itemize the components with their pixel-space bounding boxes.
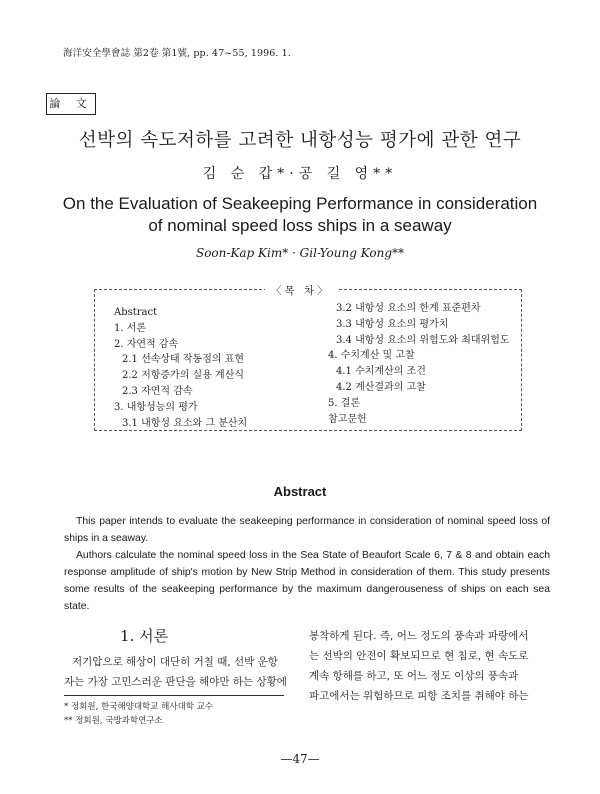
body-line: 자는 가장 고민스러운 판단을 해야만 하는 상황에 bbox=[64, 676, 287, 688]
toc-right-column bbox=[328, 301, 510, 427]
title-english-line: On the Evaluation of Seakeeping Performance in consideration bbox=[62, 194, 538, 213]
authors-english: Soon-Kap Kim* · Gil-Young Kong** bbox=[195, 246, 405, 260]
abstract-paragraph: Authors calculate the nominal speed loss in the Sea State of Beaufort Scale 6, 7 & 8 and obtain each response amplitude of ship's motion by New Strip Method in consideration of them. This study presents some results of the seakeeping performance by the maximum dangerouseness of ships on each sea state. bbox=[64, 550, 550, 612]
body-line: 는 선박의 안전이 확보되므로 현 침로, 현 속도로 bbox=[309, 650, 529, 662]
body-right-column bbox=[309, 626, 529, 706]
title-english-line: of nominal speed loss ships in a seaway bbox=[148, 216, 452, 235]
toc-item: 4.1 수치계산의 조건 bbox=[336, 366, 426, 378]
abstract-paragraph: This paper intends to evaluate the seakeeping performance in consideration of nominal speed loss of ships in a seaway. bbox=[64, 516, 550, 544]
title-english bbox=[0, 193, 600, 237]
toc-item: 1. 서론 bbox=[114, 322, 147, 334]
abstract-heading: Abstract bbox=[273, 484, 327, 499]
toc-item: 3.3 내항성 요소의 평가치 bbox=[336, 318, 449, 330]
footnote: * 정회원, 한국해양대학교 해사대학 교수 bbox=[64, 702, 214, 712]
toc-item: 4. 수치계산 및 고찰 bbox=[328, 350, 415, 362]
article-type-tag: 論 文 bbox=[46, 93, 96, 115]
title-korean: 선박의 속도저하를 고려한 내항성능 평가에 관한 연구 bbox=[78, 130, 522, 151]
page-number: —47— bbox=[280, 752, 320, 766]
body-line: 파고에서는 위험하므로 피항 조치를 취해야 하는 bbox=[309, 690, 529, 702]
footnotes bbox=[64, 700, 213, 728]
journal-citation: 海洋安全學會誌 第2卷 第1號, pp. 47~55, 1996. 1. bbox=[63, 48, 291, 59]
authors-korean: 김 순 갑*·공 길 영** bbox=[202, 166, 398, 182]
body-left-column bbox=[64, 652, 287, 692]
footnote-rule bbox=[64, 695, 284, 696]
toc-item: 2. 자연적 감속 bbox=[114, 338, 179, 350]
toc-item: 참고문헌 bbox=[328, 413, 367, 425]
toc-item: 5. 결론 bbox=[328, 397, 361, 409]
toc-left-column bbox=[114, 305, 247, 431]
toc-item: 2.3 자연적 감속 bbox=[122, 385, 193, 397]
body-line: 봉착하게 된다. 즉, 어느 정도의 풍속과 파랑에서 bbox=[309, 630, 529, 642]
toc-item: Abstract bbox=[114, 307, 158, 318]
toc-item: 3.1 내항성 요소와 그 분산치 bbox=[122, 417, 248, 429]
toc-item: 2.1 선속상태 작동점의 표현 bbox=[122, 354, 245, 366]
footnote: ** 정회원, 국방과학연구소 bbox=[64, 716, 163, 726]
toc-item: 3.4 내항성 요소의 위험도와 최대위험도 bbox=[336, 334, 510, 346]
abstract-body bbox=[64, 513, 550, 615]
toc-item: 3. 내항성능의 평가 bbox=[114, 401, 198, 413]
toc-title: 〈목 차〉 bbox=[265, 283, 337, 298]
toc-item: 4.2 계산결과의 고찰 bbox=[336, 381, 426, 393]
toc-item: 3.2 내항성 요소의 한계 표준편차 bbox=[336, 303, 481, 314]
body-line: 저기압으로 해상이 대단히 거칠 때, 선박 운항 bbox=[72, 656, 278, 668]
body-line: 계속 항해를 하고, 또 어느 정도 이상의 풍속과 bbox=[309, 670, 519, 682]
toc-item: 2.2 저항증가의 실용 계산식 bbox=[122, 370, 245, 382]
section-heading: 1. 서론 bbox=[120, 627, 169, 645]
